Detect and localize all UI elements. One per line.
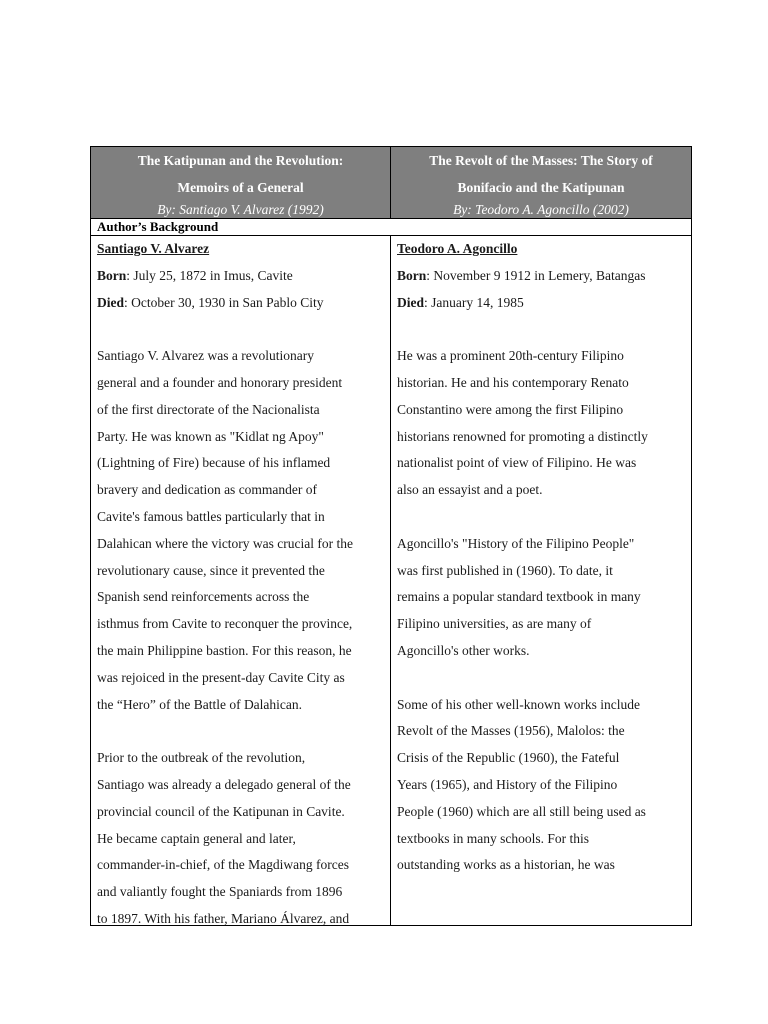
paragraph-line: Years (1965), and History of the Filipino	[397, 776, 618, 792]
paragraph-line: outstanding works as a historian, he was	[397, 857, 615, 873]
paragraph-line: the “Hero” of the Battle of Dalahican.	[97, 696, 303, 712]
paragraph-line: general and a founder and honorary president	[97, 374, 343, 390]
book-title-line: The Katipunan and the Revolution:	[137, 153, 344, 168]
paragraph-line: nationalist point of view of Filipino. He was	[397, 455, 637, 471]
born-value: : July 25, 1872 in Imus, Cavite	[126, 267, 293, 283]
paragraph-line: Spanish send reinforcements across the	[97, 589, 310, 605]
comparison-table	[90, 146, 692, 926]
died-value: : January 14, 1985	[424, 294, 524, 310]
table-header-row	[91, 147, 691, 218]
section-title-authors-background: Author’s Background	[91, 218, 691, 236]
paragraph-line: Santiago V. Alvarez was a revolutionary	[97, 348, 314, 364]
paragraph-line: to 1897. With his father, Mariano Álvarez, and	[97, 910, 350, 926]
paragraph-line: was rejoiced in the present-day Cavite City as	[97, 669, 345, 685]
paragraph-line: isthmus from Cavite to reconquer the province,	[97, 616, 353, 632]
born-label: Born	[397, 267, 427, 283]
paragraph-line: He was a prominent 20th-century Filipino	[397, 348, 624, 364]
died-line	[97, 290, 384, 317]
book-title-line: Memoirs of a General	[177, 180, 304, 195]
paragraph-line: bravery and dedication as commander of	[97, 482, 318, 498]
book-title-line: The Revolt of the Masses: The Story of	[429, 153, 653, 168]
paragraph-line: (Lightning of Fire) because of his inflamed	[97, 455, 331, 471]
book-byline: By: Teodoro A. Agoncillo (2002)	[453, 202, 629, 217]
paragraph-line: Constantino were among the first Filipino	[397, 401, 624, 417]
died-value: : October 30, 1930 in San Pablo City	[124, 294, 324, 310]
paragraph-line: provincial council of the Katipunan in Cavite.	[97, 803, 345, 819]
paragraph-line: Revolt of the Masses (1956), Malolos: the	[397, 723, 625, 739]
agoncillo-background-cell	[391, 236, 691, 926]
paragraph	[97, 745, 384, 926]
paragraph-line: historian. He and his contemporary Renato	[397, 374, 629, 390]
born-label: Born	[97, 267, 127, 283]
born-value: : November 9 1912 in Lemery, Batangas	[426, 267, 646, 283]
paragraph-line: was first published in (1960). To date, it	[397, 562, 613, 578]
paragraph-line: Cavite's famous battles particularly that in	[97, 508, 325, 524]
paragraph-line: remains a popular standard textbook in many	[397, 589, 641, 605]
header-cell-alvarez-book	[91, 147, 391, 218]
paragraph-line: and valiantly fought the Spaniards from 1896	[97, 884, 343, 900]
paragraph	[397, 343, 685, 504]
alvarez-background-cell	[91, 236, 391, 926]
paragraph-line: revolutionary cause, since it prevented the	[97, 562, 325, 578]
paragraph	[97, 343, 384, 718]
paragraph-line: also an essayist and a poet.	[397, 482, 543, 498]
table-body-row	[91, 236, 691, 926]
born-line	[397, 263, 685, 290]
paragraph-line: Prior to the outbreak of the revolution,	[97, 750, 306, 766]
header-cell-agoncillo-book	[391, 147, 691, 218]
paragraph-line: historians renowned for promoting a distinctly	[397, 428, 648, 444]
paragraph	[397, 531, 685, 665]
paragraph-line: Agoncillo's other works.	[397, 642, 530, 658]
paragraph-line: the main Philippine bastion. For this reason, he	[97, 642, 352, 658]
paragraph-line: of the first directorate of the Nacionalista	[97, 401, 320, 417]
paragraph-line: Agoncillo's "History of the Filipino People"	[397, 535, 635, 551]
paragraph-line: Some of his other well-known works include	[397, 696, 640, 712]
author-name: Teodoro A. Agoncillo	[397, 241, 518, 256]
paragraph-line: Dalahican where the victory was crucial for the	[97, 535, 354, 551]
born-line	[97, 263, 384, 290]
paragraph-line: textbooks in many schools. For this	[397, 830, 589, 846]
paragraph-line: Santiago was already a delegado general of the	[97, 776, 351, 792]
paragraph-line: He became captain general and later,	[97, 830, 296, 846]
died-label: Died	[97, 294, 124, 310]
paragraph-line: Filipino universities, as are many of	[397, 616, 592, 632]
paragraph-line: commander-in-chief, of the Magdiwang forces	[97, 857, 350, 873]
paragraph-line: Party. He was known as "Kidlat ng Apoy"	[97, 428, 324, 444]
book-byline: By: Santiago V. Alvarez (1992)	[157, 202, 324, 217]
book-title-line: Bonifacio and the Katipunan	[457, 180, 625, 195]
author-name: Santiago V. Alvarez	[97, 241, 210, 256]
paragraph-line: People (1960) which are all still being used as	[397, 803, 646, 819]
paragraph	[397, 692, 685, 880]
died-line	[397, 290, 685, 317]
paragraph-line: Crisis of the Republic (1960), the Fateful	[397, 750, 620, 766]
died-label: Died	[397, 294, 424, 310]
